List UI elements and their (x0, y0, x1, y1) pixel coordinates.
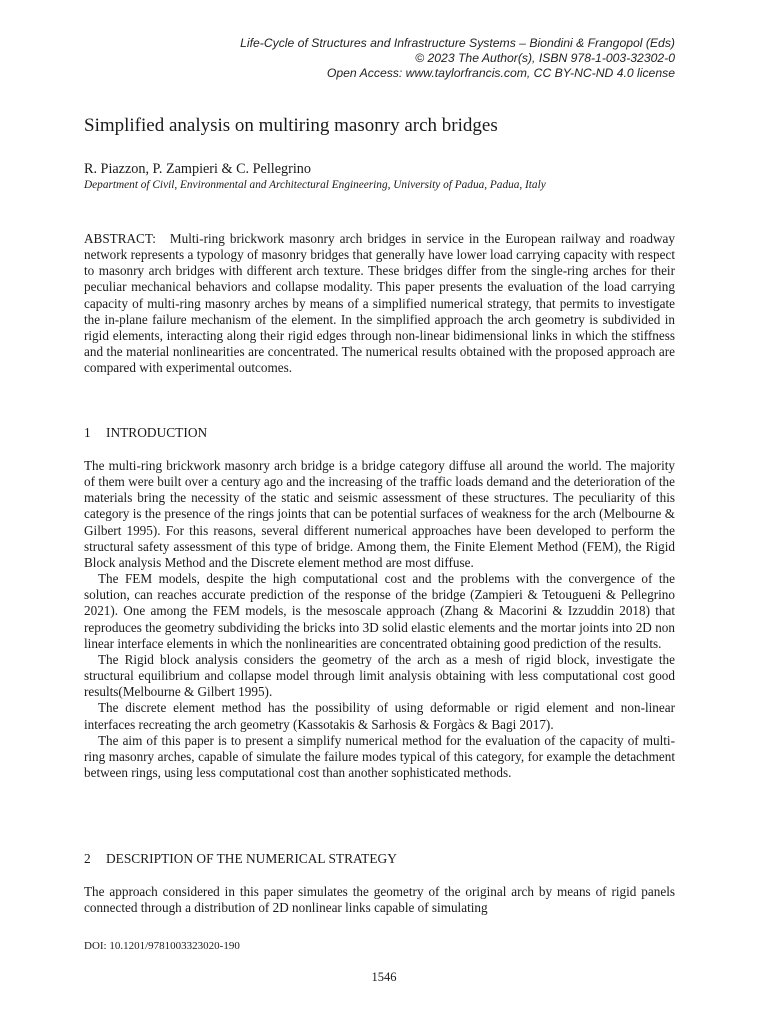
section-number: 1 (84, 425, 91, 440)
abstract-text: Multi-ring brickwork masonry arch bridges in service in the European railway and roadway network represents a typology of masonry bridges that generally have lower load carrying capacity with respect to masonry arch bridges with different arch texture. These bridges differ from the single-ring arches for their peculiar mechanical behaviors and collapse modality. This paper presents the evaluation of the load carrying capacity of multi-ring masonry arches by means of a simplified numerical strategy, that permits to investigate the in-plane failure mechanism of the element. In the simplified approach the arch geometry is subdivided in rigid elements, interacting along their rigid edges through non-linear bidimensional links in which the stiffness and the material nonlinearities are concentrated. The numerical results obtained with the proposed approach are compared with experimental outcomes. (84, 231, 675, 376)
doi: DOI: 10.1201/9781003323020-190 (84, 940, 240, 952)
abstract (84, 231, 675, 376)
section-title: DESCRIPTION OF THE NUMERICAL STRATEGY (106, 851, 397, 866)
header-copyright: © 2023 The Author(s), ISBN 978-1-003-32302-0 (415, 51, 675, 65)
paragraph: The approach considered in this paper simulates the geometry of the original arch by means of rigid panels connected through a distribution of 2D nonlinear links capable of simulating (84, 884, 675, 916)
section-number: 2 (84, 851, 91, 866)
section-2-body (84, 884, 675, 916)
paragraph: The aim of this paper is to present a simplify numerical method for the evaluation of the capacity of multi-ring masonry arches, capable of simulate the failure modes typical of this category, for example the detachment between rings, using less computational cost than another sophisticated methods. (84, 732, 675, 780)
header-license: Open Access: www.taylorfrancis.com, CC BY-NC-ND 4.0 license (326, 66, 675, 80)
paragraph: The discrete element method has the possibility of using deformable or rigid element and non-linear interfaces recreating the arch geometry (Kassotakis & Sarhosis & Forgàcs & Bagi 2017). (84, 700, 675, 732)
section-2-heading (84, 851, 397, 867)
paragraph: The Rigid block analysis considers the geometry of the arch as a mesh of rigid block, investigate the structural equilibrium and collapse model through limit analysis obtaining with less computational cost good results(Melbourne & Gilbert 1995). (84, 651, 675, 700)
section-1-body (84, 458, 675, 781)
affiliation: Department of Civil, Environmental and Architectural Engineering, University of Padua, Padua, Italy (84, 179, 546, 191)
header-book-title: Life-Cycle of Structures and Infrastructure Systems – Biondini & Frangopol (Eds) (240, 36, 675, 50)
authors: R. Piazzon, P. Zampieri & C. Pellegrino (84, 161, 311, 177)
paragraph: The FEM models, despite the high computational cost and the problems with the convergence of the solution, can reaches accurate prediction of the response of the bridge (Zampieri & Tetougueni & Pellegrino 2021). One among the FEM models, is the mesoscale approach (Zhang & Macorini & Izzuddin 2018) that reproduces the geometry subdividing the bricks into 3D solid elastic elements and the mortar joints into 2D non linear interface elements in which the nonlinearities are concentrated obtaining good prediction of the results. (84, 571, 675, 651)
abstract-label: ABSTRACT: (84, 231, 156, 246)
section-title: INTRODUCTION (106, 425, 208, 440)
page-number: 1546 (371, 970, 397, 984)
paper-title: Simplified analysis on multiring masonry arch bridges (84, 115, 498, 136)
section-1-heading (84, 425, 207, 441)
running-header (240, 36, 675, 81)
paragraph: The multi-ring brickwork masonry arch bridge is a bridge category diffuse all around the world. The majority of them were built over a century ago and the increasing of the traffic loads demand and the deterioration of the materials bring the necessity of the static and seismic assessment of these structures. The peculiarity of this category is the presence of the rings joints that can be potential surfaces of weakness for the arch (Melbourne & Gilbert 1995). For this reasons, several different numerical approaches have been developed to perform the structural safety assessment of this type of bridge. Among them, the Finite Element Method (FEM), the Rigid Block analysis Method and the Discrete element method are most diffuse. (84, 458, 675, 570)
